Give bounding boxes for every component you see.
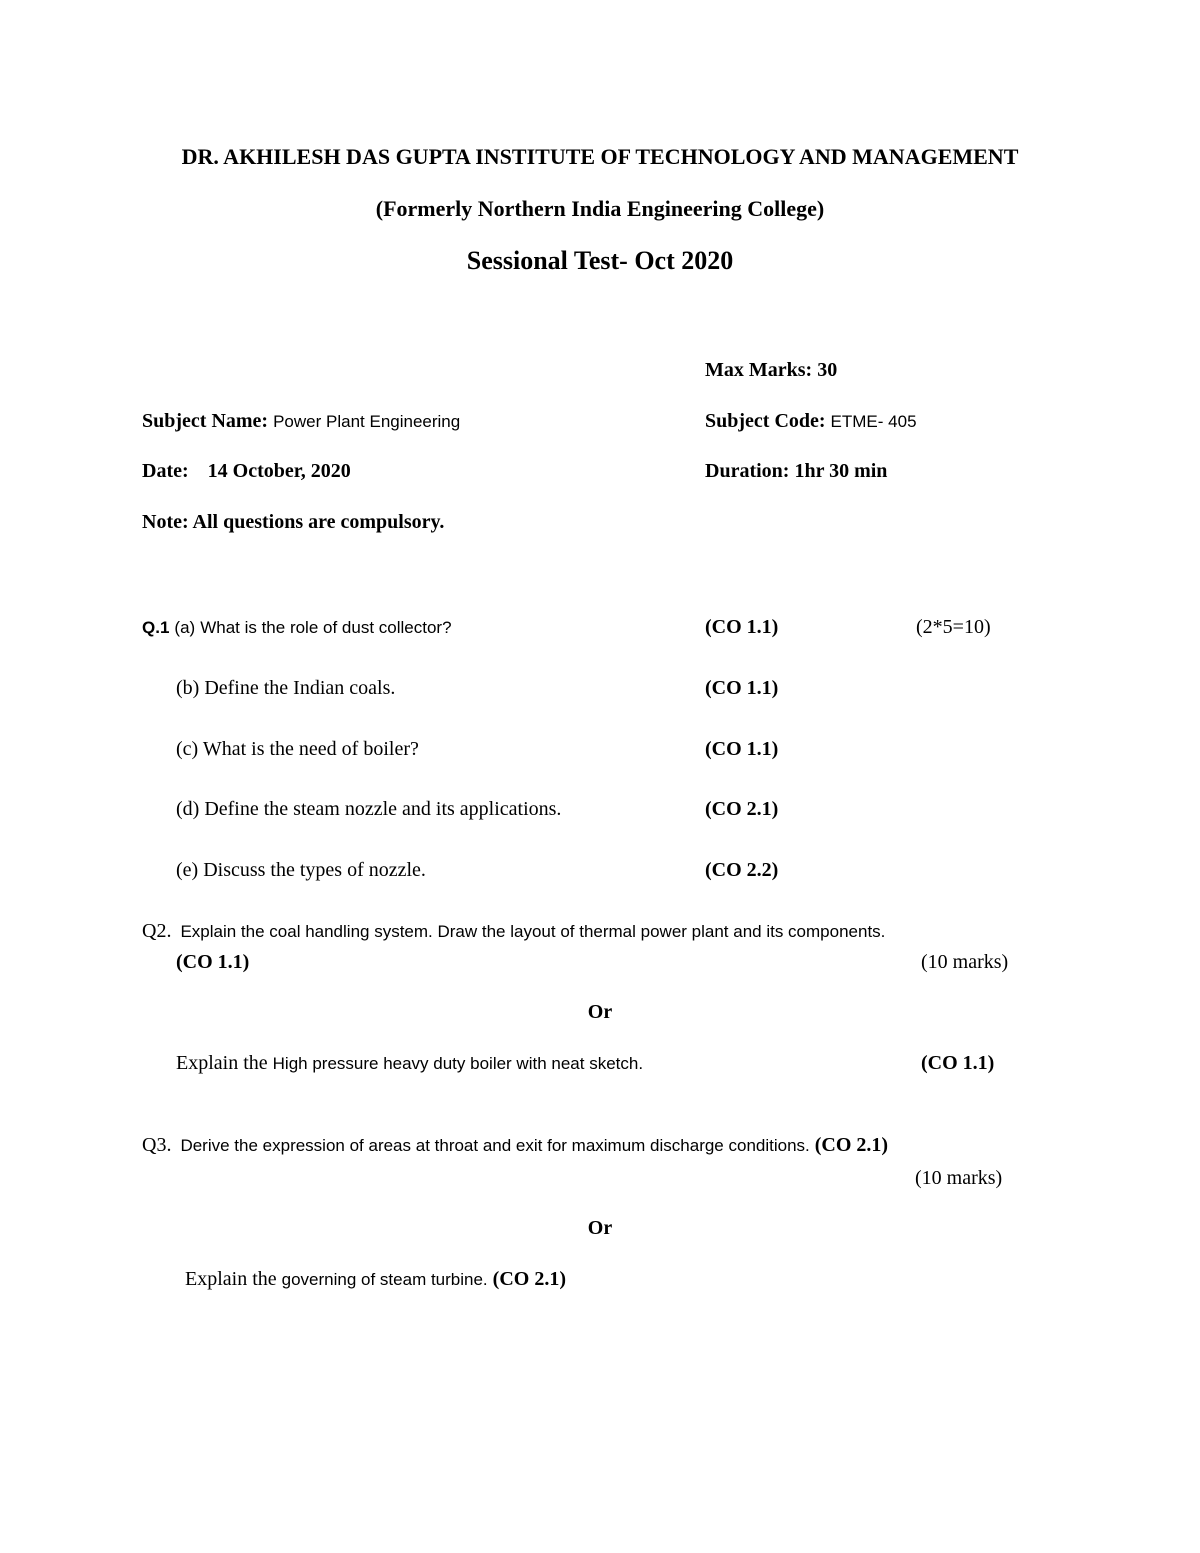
q1-label: Q.1 <box>142 618 170 637</box>
q3-alt-text: governing of steam turbine. <box>281 1270 488 1289</box>
q3-or: Or <box>587 1217 613 1239</box>
date-label: Date: <box>142 460 189 482</box>
q1-part-c-co: (CO 1.1) <box>705 738 779 760</box>
subject-name-label: Subject Name: <box>142 410 269 432</box>
q2-text: Explain the coal handling system. Draw the layout of thermal power plant and its components. <box>180 922 886 941</box>
subject-code <box>705 411 917 431</box>
q1-marks: (2*5=10) <box>916 616 991 638</box>
q3-alt-question <box>185 1269 566 1289</box>
q1-part-e-text: Discuss the types of nozzle. <box>203 859 426 881</box>
q1-part-c-text: What is the need of boiler? <box>202 738 419 760</box>
duration-label: Duration: <box>705 460 790 482</box>
q1-part-c <box>176 739 419 759</box>
q1-part-b <box>176 678 395 698</box>
q3-co: (CO 2.1) <box>814 1134 889 1156</box>
q2-alt-question <box>176 1053 643 1073</box>
q1-part-a-text: What is the role of dust collector? <box>200 618 452 637</box>
date <box>142 461 351 481</box>
q1-part-c-letter: (c) <box>176 738 199 760</box>
duration-value: 1hr 30 min <box>794 460 888 482</box>
q1-part-b-co: (CO 1.1) <box>705 677 779 699</box>
subject-code-label: Subject Code: <box>705 410 826 432</box>
q2-alt-prefix: Explain the <box>176 1052 268 1074</box>
test-title: Sessional Test- Oct 2020 <box>466 246 734 275</box>
q2-or: Or <box>587 1001 613 1023</box>
q3-marks: (10 marks) <box>915 1167 1003 1189</box>
q1-part-a-co: (CO 1.1) <box>705 616 779 638</box>
q2-co: (CO 1.1) <box>176 951 250 973</box>
q1-part-d-co: (CO 2.1) <box>705 798 779 820</box>
subject-name <box>142 411 460 431</box>
q1-part-e-letter: (e) <box>176 859 199 881</box>
q2-alt-text: High pressure heavy duty boiler with neat sketch. <box>272 1054 644 1073</box>
q3-alt-prefix: Explain the <box>185 1268 277 1290</box>
q1-part-d-letter: (d) <box>176 798 200 820</box>
q1-part-b-letter: (b) <box>176 677 200 699</box>
max-marks <box>705 360 837 380</box>
former-name: (Formerly Northern India Engineering College) <box>375 196 825 221</box>
q3-text-wrap <box>180 1134 809 1156</box>
q2-label: Q2. <box>142 920 172 942</box>
q3-text: Derive the expression of areas at throat and exit for maximum discharge conditions. <box>180 1136 810 1155</box>
max-marks-label: Max Marks: <box>705 359 813 381</box>
institute-name: DR. AKHILESH DAS GUPTA INSTITUTE OF TECHNOLOGY AND MANAGEMENT <box>181 144 1019 169</box>
q1-part-a-letter: (a) <box>174 618 196 637</box>
q1-part-b-text: Define the Indian coals. <box>204 677 396 699</box>
date-value: 14 October, 2020 <box>207 460 351 482</box>
note: Note: All questions are compulsory. <box>142 511 445 533</box>
q3-alt-co: (CO 2.1) <box>492 1268 566 1290</box>
q1-part-e-co: (CO 2.2) <box>705 859 779 881</box>
q2-alt-co: (CO 1.1) <box>921 1052 995 1074</box>
q2-marks: (10 marks) <box>921 951 1009 973</box>
q2-question <box>142 921 885 941</box>
q1-part-d <box>176 799 561 819</box>
q1-part-a <box>142 617 452 637</box>
q3-question <box>142 1135 888 1155</box>
q1-part-d-text: Define the steam nozzle and its applications. <box>204 798 562 820</box>
duration <box>705 461 887 481</box>
q3-label: Q3. <box>142 1134 172 1156</box>
subject-name-value: Power Plant Engineering <box>273 412 461 431</box>
max-marks-value: 30 <box>817 359 838 381</box>
q1-part-e <box>176 860 426 880</box>
subject-code-value: ETME- 405 <box>830 412 917 431</box>
